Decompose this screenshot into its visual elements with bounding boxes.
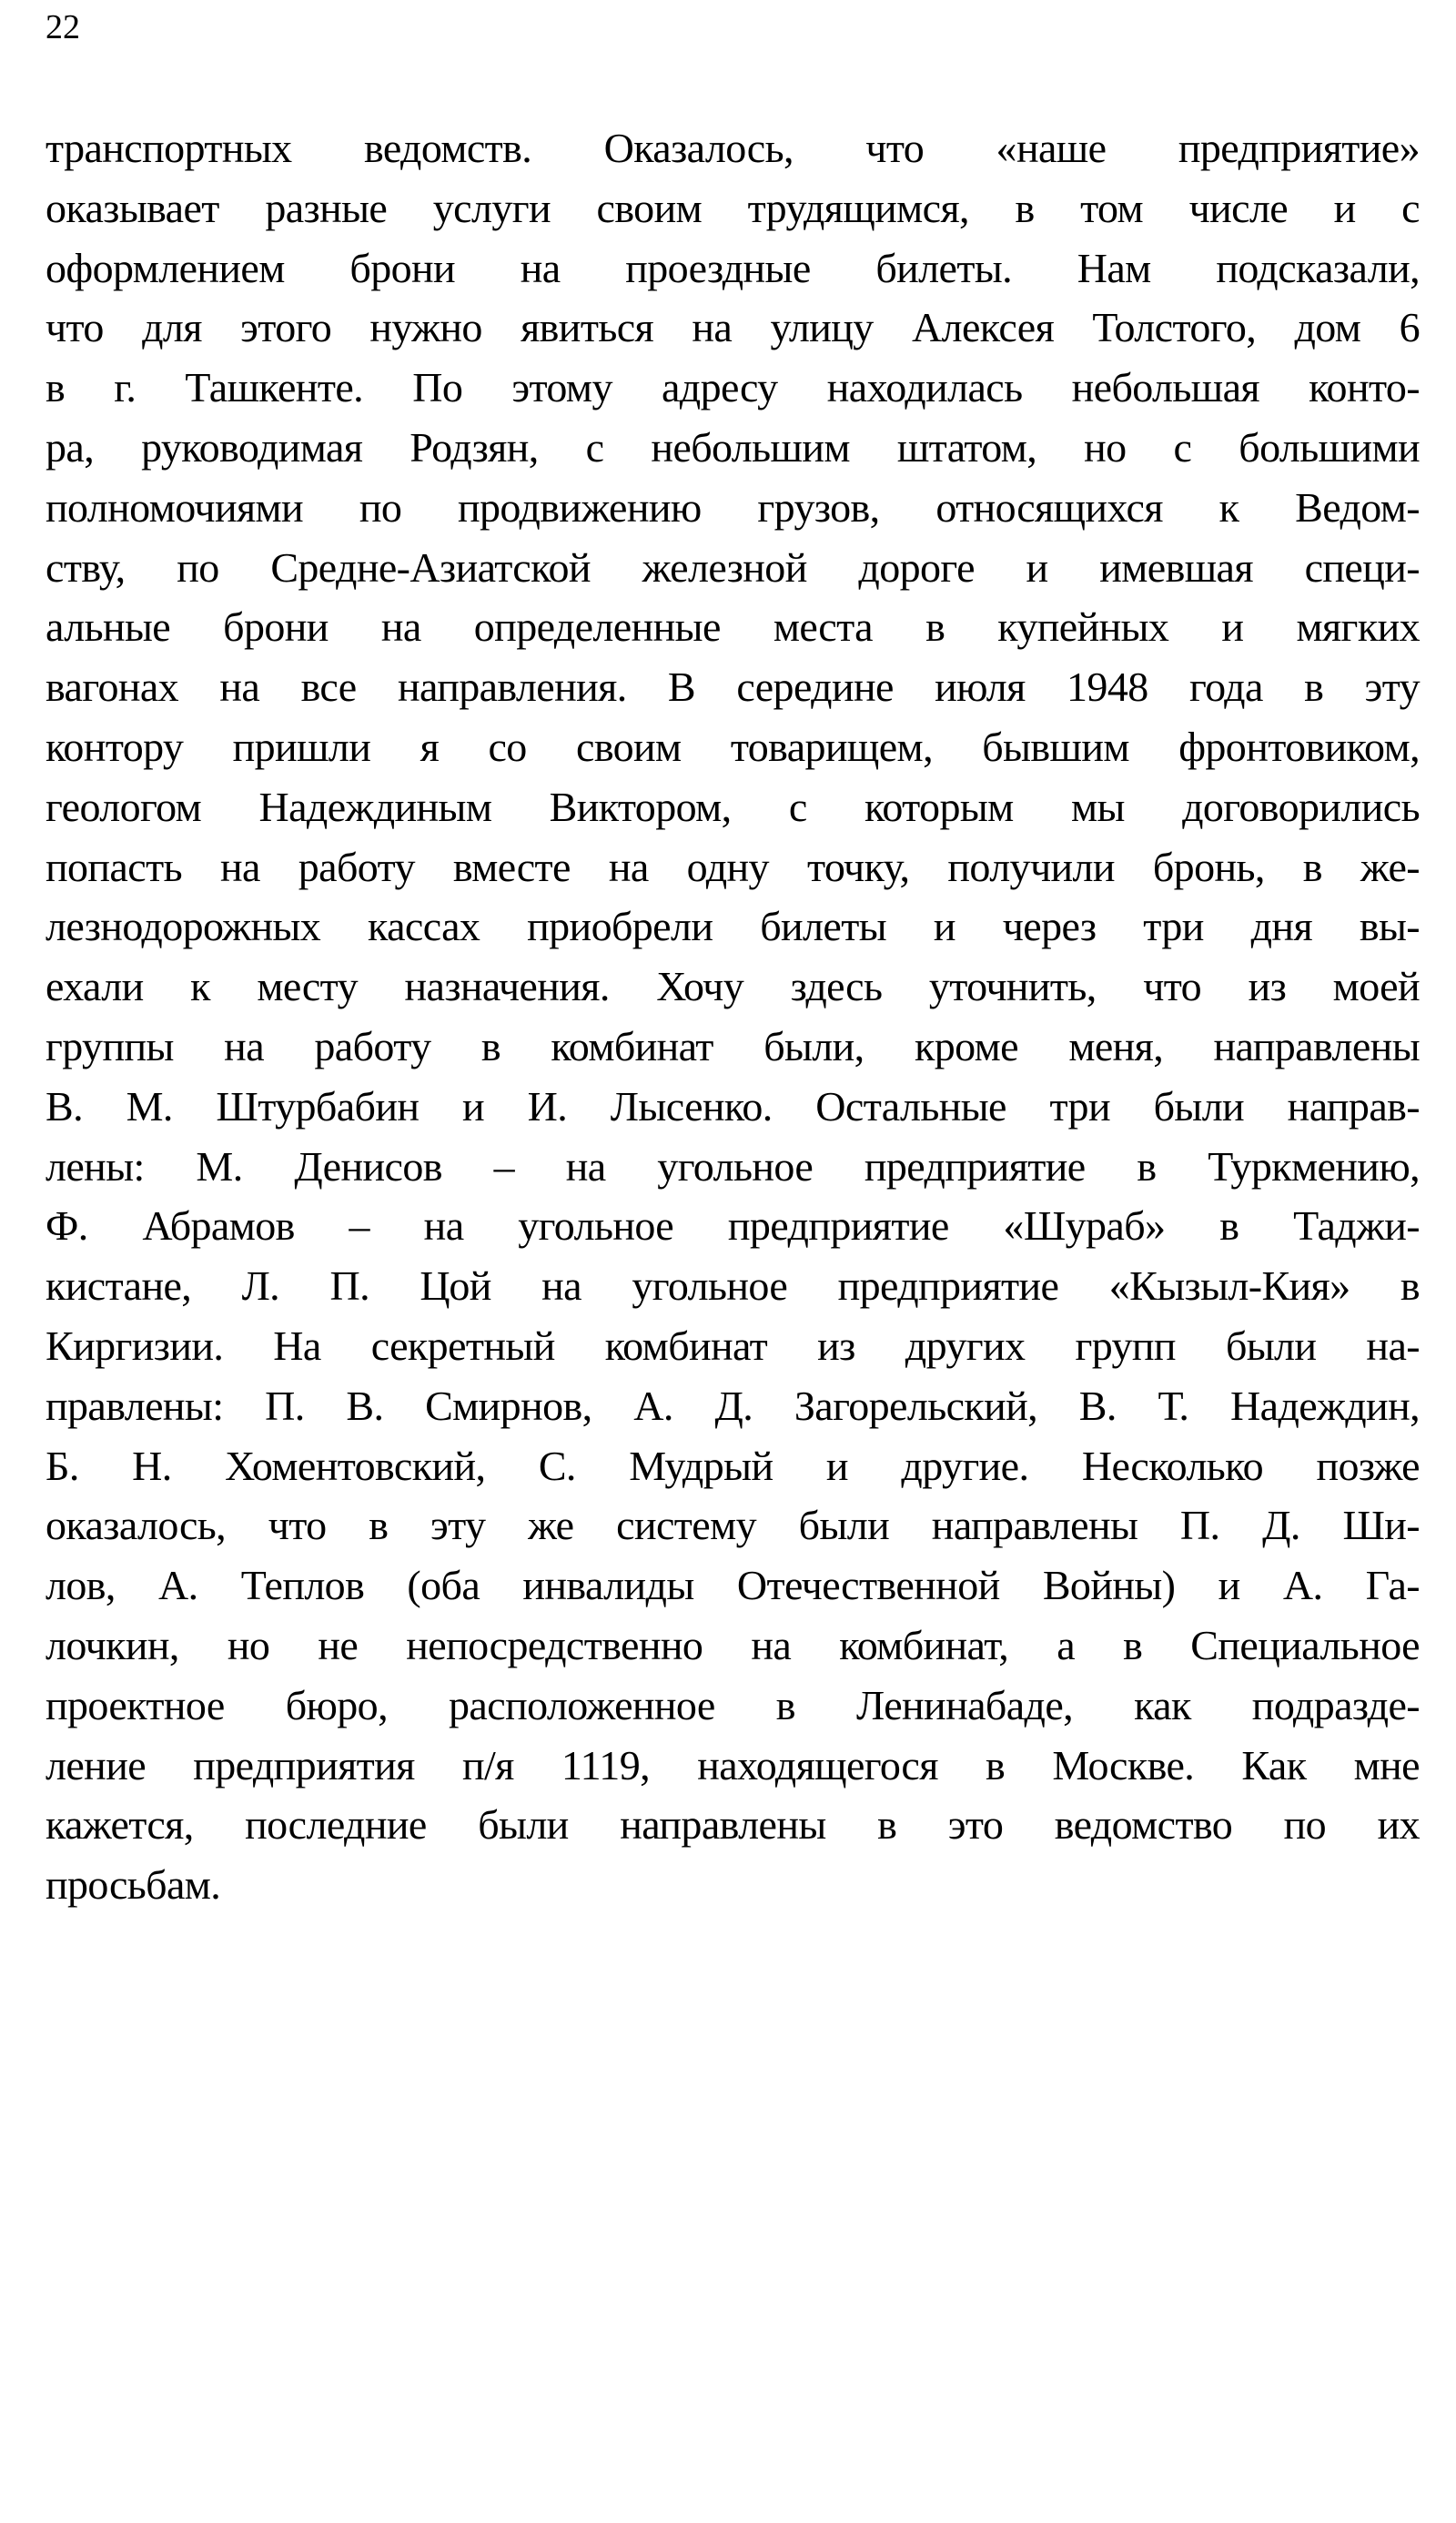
text-line: вагонах на все направления. В середине июля 1948 года в эту bbox=[46, 664, 1420, 711]
page-number: 22 bbox=[46, 8, 80, 46]
text-line: просьбам. bbox=[46, 1861, 221, 1909]
text-line: лены: М. Денисов – на угольное предприятие в Туркмению, bbox=[46, 1142, 1420, 1190]
text-line: лов, А. Теплов (оба инвалиды Отечественной Войны) и А. Га- bbox=[46, 1562, 1420, 1609]
text-line: альные брони на определенные места в купейных и мягких bbox=[46, 603, 1420, 651]
text-line: проектное бюро, расположенное в Ленинабаде, как подразде- bbox=[46, 1681, 1420, 1728]
text-line: кажется, последние были направлены в это ведомство по их bbox=[46, 1801, 1420, 1849]
text-line: оказалось, что в эту же систему были направлены П. Д. Ши- bbox=[46, 1502, 1420, 1549]
text-line: ству, по Средне-Азиатской железной дороге и имевшая специ- bbox=[46, 543, 1420, 591]
text-line: Киргизии. На секретный комбинат из других групп были на- bbox=[46, 1322, 1420, 1369]
text-line: полномочиями по продвижению грузов, относящихся к Ведом- bbox=[46, 483, 1420, 531]
text-line: Б. Н. Хоментовский, С. Мудрый и другие. Несколько позже bbox=[46, 1442, 1420, 1489]
text-line: что для этого нужно явиться на улицу Алексея Толстого, дом 6 bbox=[46, 304, 1420, 351]
text-line: в г. Ташкенте. По этому адресу находилась небольшая конто- bbox=[46, 364, 1420, 411]
text-line: контору пришли я со своим товарищем, бывшим фронтовиком, bbox=[46, 723, 1420, 770]
text-line: лезнодорожных кассах приобрели билеты и через три дня вы- bbox=[46, 903, 1420, 950]
text-line: кистане, Л. П. Цой на угольное предприятие «Кызыл-Кия» в bbox=[46, 1262, 1420, 1310]
text-line: ра, руководимая Родзян, с небольшим штатом, но с большими bbox=[46, 423, 1420, 471]
text-line: В. М. Штурбабин и И. Лысенко. Остальные три были направ- bbox=[46, 1082, 1420, 1130]
text-line: ехали к месту назначения. Хочу здесь уточнить, что из моей bbox=[46, 963, 1420, 1010]
text-line: геологом Надеждиным Виктором, с которым мы договорились bbox=[46, 783, 1420, 830]
text-line: оформлением брони на проездные билеты. Нам подсказали, bbox=[46, 244, 1420, 291]
text-line: правлены: П. В. Смирнов, А. Д. Загорельский, В. Т. Надеждин, bbox=[46, 1382, 1420, 1429]
body-text bbox=[46, 118, 1420, 1915]
text-line: оказывает разные услуги своим трудящимся, в том числе и с bbox=[46, 184, 1420, 231]
text-line: ление предприятия п/я 1119, находящегося в Москве. Как мне bbox=[46, 1741, 1420, 1788]
text-line: транспортных ведомств. Оказалось, что «наше предприятие» bbox=[46, 125, 1420, 171]
text-line: Ф. Абрамов – на угольное предприятие «Шураб» в Таджи- bbox=[46, 1202, 1420, 1250]
text-line: лочкин, но не непосредственно на комбинат, а в Специальное bbox=[46, 1621, 1420, 1668]
text-line: группы на работу в комбинат были, кроме меня, направлены bbox=[46, 1022, 1420, 1069]
text-line: попасть на работу вместе на одну точку, получили бронь, в же- bbox=[46, 843, 1420, 890]
